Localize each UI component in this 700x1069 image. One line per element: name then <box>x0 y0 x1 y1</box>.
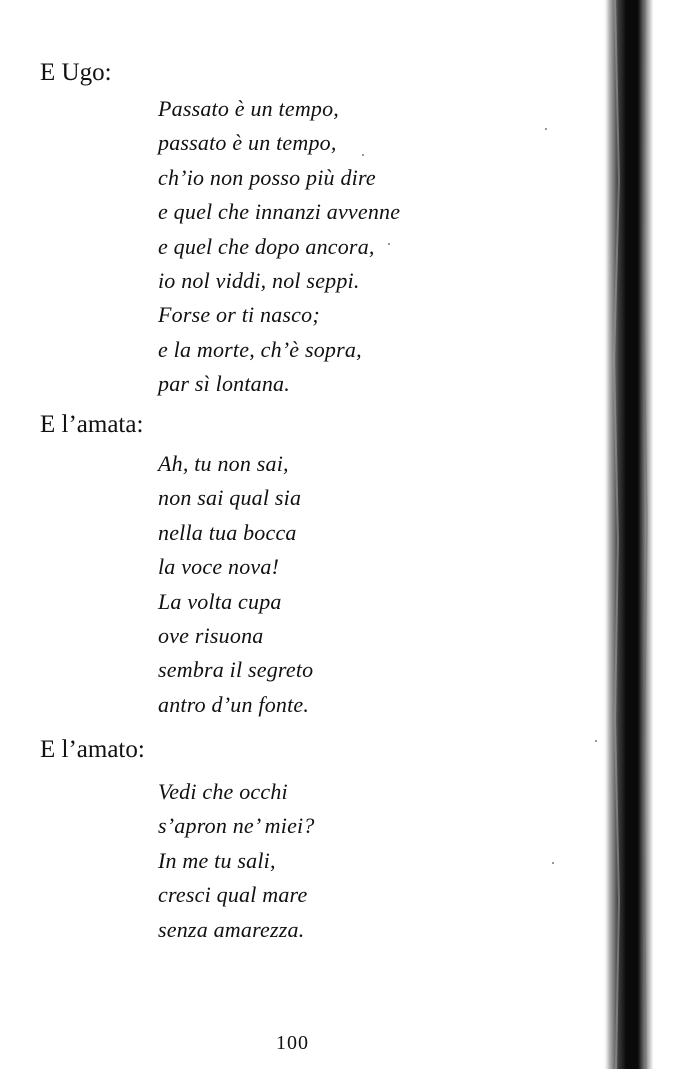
verse-line: La volta cupa <box>158 588 282 614</box>
stanza <box>158 447 313 722</box>
scan-speck <box>388 243 390 245</box>
scan-speck <box>595 740 597 742</box>
verse-line: Passato è un tempo, <box>158 96 340 121</box>
verse-line: ove risuona <box>158 623 264 649</box>
stanza <box>158 92 400 402</box>
verse-line: senza amarezza. <box>158 916 305 942</box>
verse-line: sembra il segreto <box>158 657 314 683</box>
verse-line: e quel che dopo ancora, <box>158 233 375 259</box>
verse-line: la voce nova! <box>158 554 280 580</box>
speaker-label: E l’amato: <box>40 736 145 763</box>
verse-line: nella tua bocca <box>158 519 297 545</box>
book-gutter-shadow <box>603 0 700 1069</box>
verse-line: non sai qual sia <box>158 485 302 511</box>
scan-speck <box>552 862 554 864</box>
verse-line: In me tu sali, <box>158 847 276 873</box>
page-number: 100 <box>276 1032 309 1054</box>
verse-line: ch’io non posso più dire <box>158 164 376 190</box>
speaker-label: E l’amata: <box>40 411 144 438</box>
verse-line: passato è un tempo, <box>158 130 337 156</box>
stanza <box>158 775 315 947</box>
verse-line: e quel che innanzi avvenne <box>158 199 401 225</box>
scan-speck <box>545 128 547 130</box>
verse-line: par sì lontana. <box>158 371 290 397</box>
verse-line: cresci qual mare <box>158 882 308 908</box>
verse-line: Ah, tu non sai, <box>158 451 289 476</box>
scan-speck <box>362 154 364 156</box>
verse-line: s’apron ne’ miei? <box>158 813 315 839</box>
verse-line: Forse or ti nasco; <box>158 302 320 328</box>
speaker-label: E Ugo: <box>40 59 112 86</box>
verse-line: Vedi che occhi <box>158 779 288 804</box>
verse-line: antro d’un fonte. <box>158 691 310 717</box>
verse-line: io nol viddi, nol seppi. <box>158 268 360 294</box>
verse-line: e la morte, ch’è sopra, <box>158 336 362 362</box>
